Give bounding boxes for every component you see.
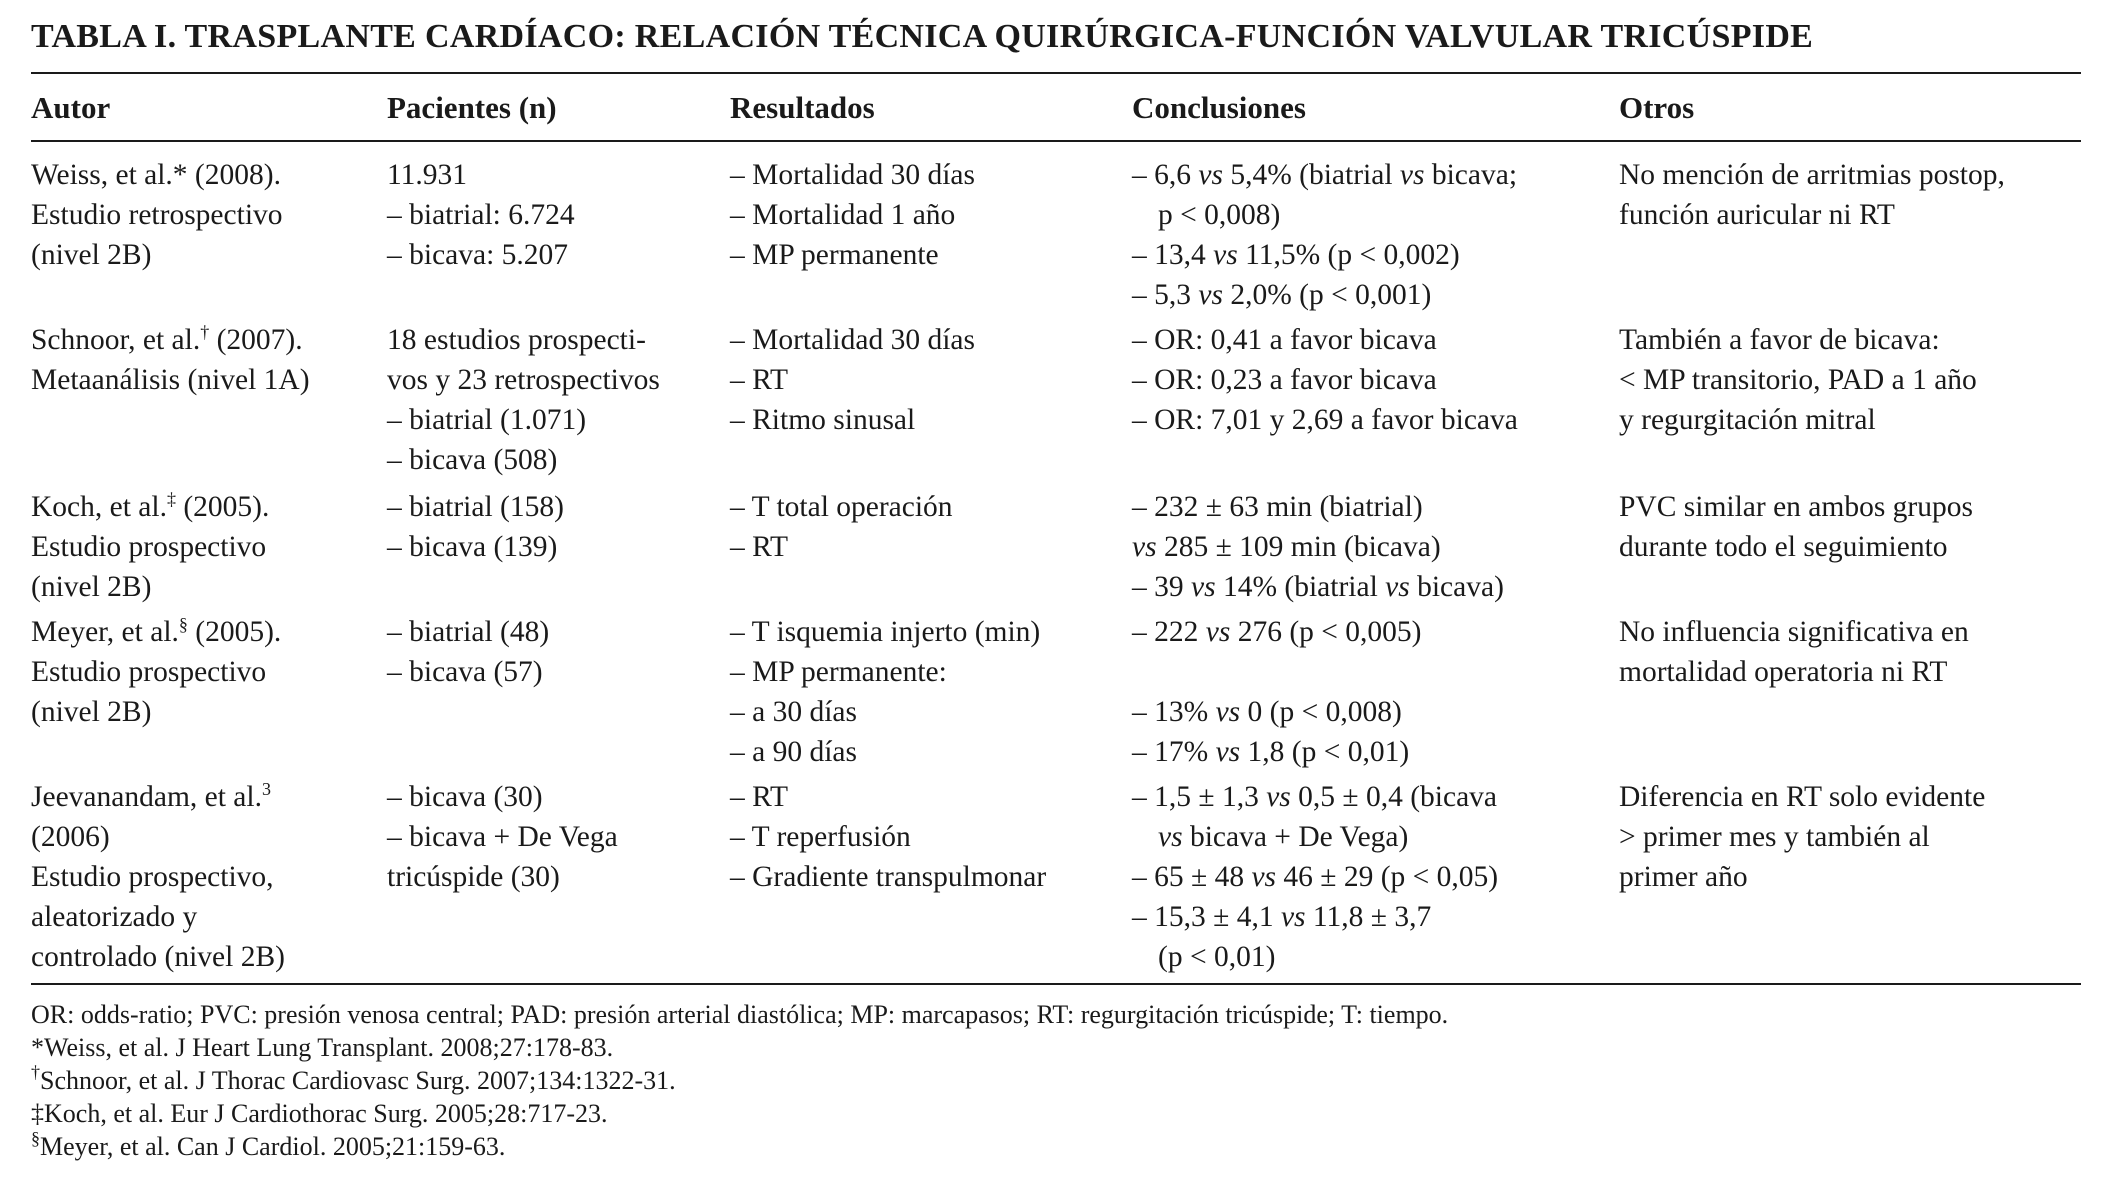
cell-autor: Jeevanandam, et al.$^3$ (2006) Estudio prospectivo, aleatorizado y controlado (nivel 2B) [31,779,285,973]
footnote-abbreviations: OR: odds-ratio; PVC: presión venosa central; PAD: presión arterial diastólica; MP: marcapasos; RT: regurgitación tricúspide; T: tiempo. [31,1000,1449,1029]
cell-autor: Weiss, et al.* (2008). Estudio retrospectivo (nivel 2B) [31,159,283,271]
cell-pacientes: 18 estudios prospecti- vos y 23 retrospectivos – biatrial (1.071) – bicava (508) [387,324,660,476]
cell-pacientes: – biatrial (158) – bicava (139) [387,491,564,563]
cell-pacientes: 11.931 – biatrial: 6.724 – bicava: 5.207 [387,159,575,271]
cell-otros: También a favor de bicava: < MP transitorio, PAD a 1 año y regurgitación mitral [1619,324,1977,436]
cell-resultados: – Mortalidad 30 días – RT – Ritmo sinusal [730,324,975,436]
cell-autor: Meyer, et al.§ (2005). Estudio prospectivo (nivel 2B) [31,614,282,728]
cell-conclusiones: – 6,6 vs 5,4% (biatrial vs bicava; p < 0,008) – 13,4 vs 11,5% (p < 0,002) – 5,3 vs 2,0% (p < 0,001) [1132,159,1518,311]
cell-autor: Schnoor, et al.† (2007). Metaanálisis (nivel 1A) [31,322,310,396]
header-conclusiones: Conclusiones [1132,90,1306,125]
header-resultados: Resultados [730,90,875,125]
cell-otros: PVC similar en ambos grupos durante todo el seguimiento [1619,491,1973,563]
cell-autor: Koch, et al.‡ (2005). Estudio prospectivo (nivel 2B) [31,489,270,603]
header-pacientes: Pacientes (n) [387,90,557,125]
footnotes [31,998,1448,1163]
top-rule [31,72,2081,74]
footnote-ref: ‡Koch, et al. Eur J Cardiothorac Surg. 2005;28:717-23. [31,1099,608,1128]
header-rule [31,140,2081,142]
cell-otros: No influencia significativa en mortalidad operatoria ni RT [1619,616,1969,688]
table-title: TABLA I. TRASPLANTE CARDÍACO: RELACIÓN TÉCNICA QUIRÚRGICA-FUNCIÓN VALVULAR TRICÚSPIDE [31,18,1814,55]
cell-resultados: – Mortalidad 30 días – Mortalidad 1 año – MP permanente [730,159,975,271]
cell-resultados: – T isquemia injerto (min) – MP permanente: – a 30 días – a 90 días [730,616,1041,768]
cell-conclusiones: – 232 ± 63 min (biatrial) vs 285 ± 109 min (bicava) – 39 vs 14% (biatrial vs bicava) [1132,491,1504,603]
footnote-ref: *Weiss, et al. J Heart Lung Transplant. 2008;27:178-83. [31,1033,614,1062]
cell-pacientes: – bicava (30) – bicava + De Vega tricúspide (30) [387,781,618,893]
cell-resultados: – RT – T reperfusión – Gradiente transpulmonar [730,781,1047,893]
footnote-ref: §Meyer, et al. Can J Cardiol. 2005;21:159-63. [31,1128,506,1161]
bottom-rule [31,983,2081,985]
cell-otros: No mención de arritmias postop, función auricular ni RT [1619,159,2005,231]
cell-conclusiones: – 222 vs 276 (p < 0,005) – 13% vs 0 (p < 0,008) – 17% vs 1,8 (p < 0,01) [1132,616,1422,768]
header-otros: Otros [1619,90,1695,125]
cell-conclusiones: – OR: 0,41 a favor bicava – OR: 0,23 a favor bicava – OR: 7,01 y 2,69 a favor bicava [1132,324,1518,436]
cell-conclusiones: – 1,5 ± 1,3 vs 0,5 ± 0,4 (bicava vs bicava + De Vega) – 65 ± 48 vs 46 ± 29 (p < 0,05) – 15,3 ± 4,1 vs 11,8 ± 3,7 (p < 0,01) [1132,781,1499,973]
cell-pacientes: – biatrial (48) – bicava (57) [387,616,550,688]
cell-resultados: – T total operación – RT [730,491,953,563]
header-autor: Autor [31,90,111,125]
footnote-ref: †Schnoor, et al. J Thorac Cardiovasc Surg. 2007;134:1322-31. [31,1062,676,1095]
cell-otros: Diferencia en RT solo evidente > primer mes y también al primer año [1619,781,1986,893]
